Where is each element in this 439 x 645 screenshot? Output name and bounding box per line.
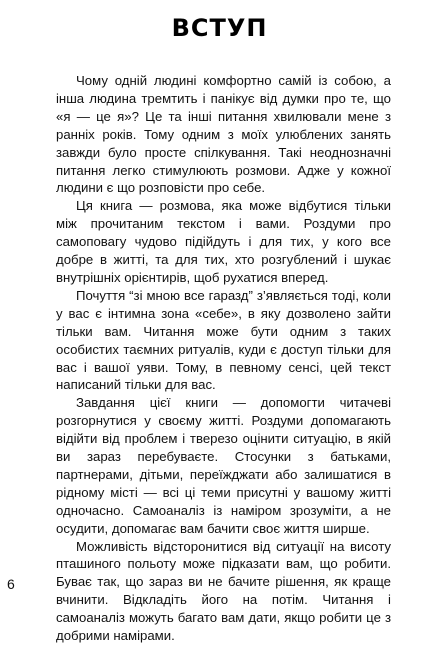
body-text (56, 72, 391, 645)
page-title: ВСТУП (171, 14, 268, 42)
paragraph-2: Ця книга — розмова, яка може відбутися тільки між прочитаним текстом і вами. Роздуми про самоповагу чудово підійдуть і для тих, у кого все добре в житті, та для тих, хто розгублений і шукає внутрішніх орієнтирів, щоб рухатися вперед. (56, 198, 391, 285)
paragraph-4: Завдання цієї книги — допомогти читачеві розгорнутися у своєму житті. Роздуми допомагають відійти від проблем і тверезо оцінити ситуацію, в якій ви зараз перебуваєте. Стосунки з батьками, партнерами, дітьми, переїжджати або залишатися в рідному місті — всі ці теми присутні у вашому житті одночасно. Самоаналіз із наміром зрозуміти, а не осудити, допомагає вам бачити своє життя ширше. (56, 395, 391, 536)
page-number: 6 (7, 576, 15, 592)
paragraph-3: Почуття “зі мною все гаразд” з’являється тоді, коли у вас є інтимна зона «себе», в яку дозволено зайти тільки вам. Читання може бути одним з таких особистих таємних ритуалів, куди є доступ тільки для вас і вашої уяви. Тому, в певному сенсі, цей текст написаний тільки для вас. (56, 287, 391, 393)
paragraph-1: Чому одній людині комфортно самій із собою, а інша людина тремтить і панікує від думки про те, що «я — це я»? Це та інші питання хвилювали мене з ранніх років. Тому одним з моїх улюблених занять завжди було просте спілкування. Такі неоднозначні питання легко стимулюють розмови. Адже у кожної людини є що розповісти про себе. (56, 73, 391, 196)
paragraph-5: Можливість відсторонитися від ситуації на висоту пташиного польоту може підказати вам, що робити. Буває так, що зараз ви не бачите рішення, як краще вчинити. Відкладіть його на потім. Читання і самоаналіз можуть багато вам дати, якщо робити це з добрими намірами. (56, 538, 391, 644)
